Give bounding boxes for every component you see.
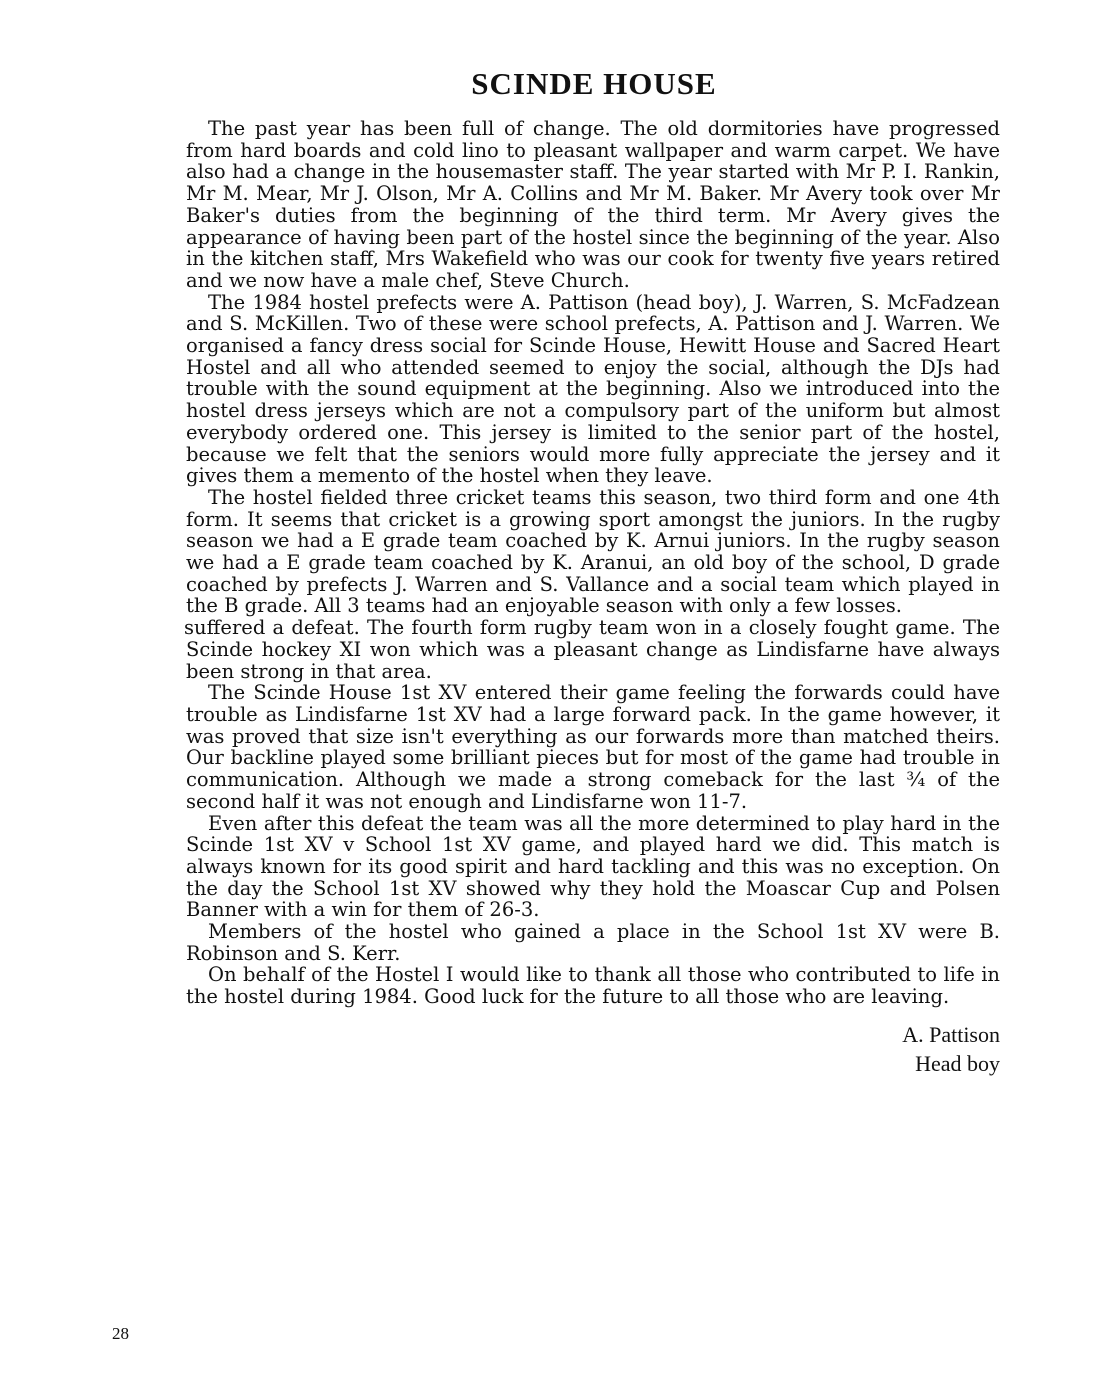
paragraph-7: Members of the hostel who gained a place in the School 1st XV were B. Robinson and S. Kerr. xyxy=(186,920,1000,965)
paragraph-5: The Scinde House 1st XV entered their game feeling the forwards could have trouble as Lindisfarne 1st XV had a large forward pack. In the game however, it was proved that size isn't everything as our forwards more than matched theirs. Our backline played some brilliant pieces but for most of the game had trouble in communication. Although we made a strong comeback for the last ¾ of the second half it was not enough and Lindisfarne won 11-7. xyxy=(186,681,1000,813)
paragraph-8: On behalf of the Hostel I would like to thank all those who contributed to life in the hostel during 1984. Good luck for the future to all those who are leaving. xyxy=(186,963,1000,1009)
signature-block xyxy=(186,1020,1000,1078)
paragraph-6: Even after this defeat the team was all the more determined to play hard in the Scinde 1st XV v School 1st XV game, and played hard we did. This match is always known for its good spirit and hard tackling and this was no exception. On the day the School 1st XV showed why they hold the Moascar Cup and Polsen Banner with a win for them of 26-3. xyxy=(186,811,1000,922)
page-number: 28 xyxy=(112,1324,129,1343)
paragraph-1: The past year has been full of change. The old dormitories have progressed from hard boards and cold lino to pleasant wallpaper and warm carpet. We have also had a change in the housemaster staff. The year started with Mr P. I. Rankin, Mr M. Mear, Mr J. Olson, Mr A. Collins and Mr M. Baker. Mr Avery took over Mr Baker's duties from the beginning of the third term. Mr Avery gives the appearance of having been part of the hostel since the beginning of the year. Also in the kitchen staff, Mrs Wakefield who was our cook for twenty five years retired and we now have a male chef, Steve Church. xyxy=(186,117,1000,292)
paragraph-3: The hostel fielded three cricket teams this season, two third form and one 4th form. It seems that cricket is a growing sport amongst the juniors. In the rugby season we had a E grade team coached by K. Arnui juniors. In the rugby season we had a E grade team coached by K. Aranui, an old boy of the school, D grade coached by prefects J. Warren and S. Vallance and a social team which played in the B grade. All 3 teams had an enjoyable season with only a few losses. xyxy=(186,485,1000,618)
signature-name: A. Pattison xyxy=(902,1021,1000,1047)
page-title: SCINDE HOUSE xyxy=(471,66,717,101)
article-body xyxy=(186,118,1000,1078)
signature-role: Head boy xyxy=(915,1050,1000,1076)
paragraph-4: suffered a defeat. The fourth form rugby team won in a closely fought game. The Scinde hockey XI won which was a pleasant change as Lindisfarne have always been strong in that area. xyxy=(184,616,1000,683)
paragraph-2: The 1984 hostel prefects were A. Pattison (head boy), J. Warren, S. McFadzean and S. McKillen. Two of these were school prefects, A. Pattison and J. Warren. We organised a fancy dress social for Scinde House, Hewitt House and Sacred Heart Hostel and all who attended seemed to enjoy the social, although the DJs had trouble with the sound equipment at the beginning. Also we introduced into the hostel dress jerseys which are not a compulsory part of the uniform but almost everybody ordered one. This jersey is limited to the senior part of the hostel, because we felt that the seniors would more fully appreciate the jersey and it gives them a memento of the hostel when they leave. xyxy=(186,290,1000,488)
